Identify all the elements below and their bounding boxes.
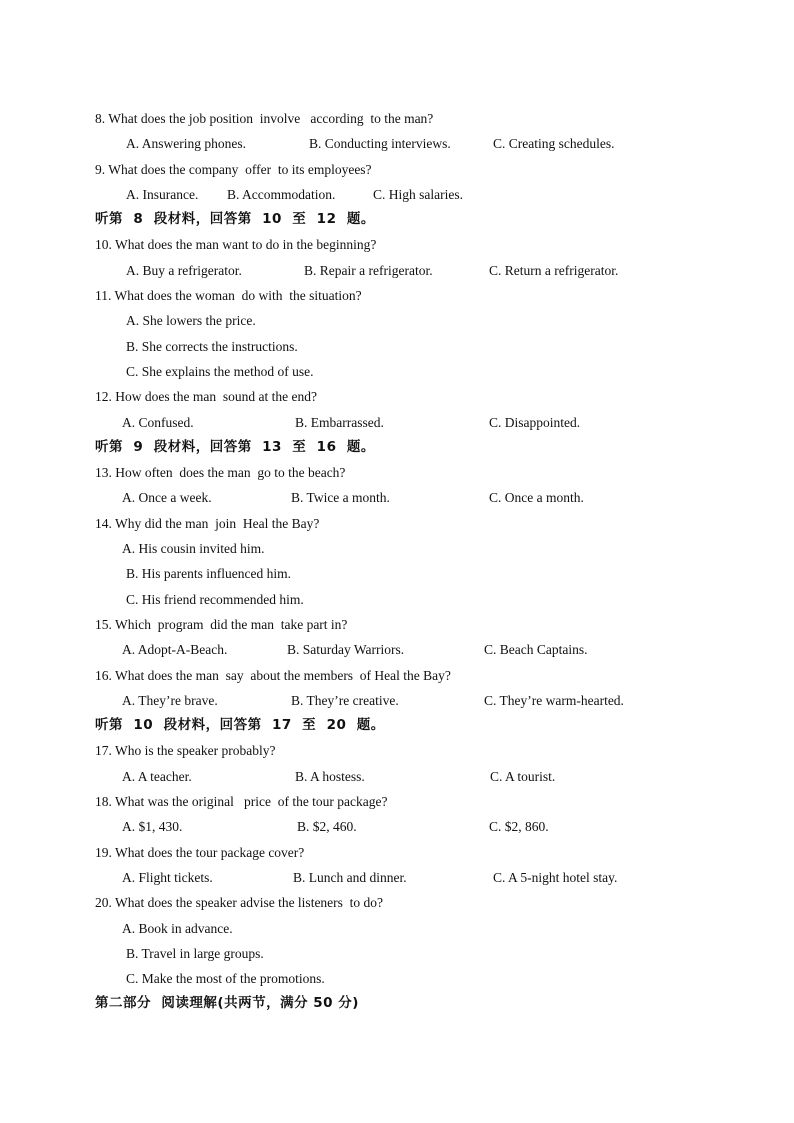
section-heading: 听第 10 段材料，回答第 17 至 20 题。	[95, 717, 385, 734]
answer-option: A. She lowers the price.	[126, 313, 256, 329]
answer-option: C. They’re warm-hearted.	[484, 692, 624, 708]
options-row	[95, 916, 735, 941]
question-text: 13. How often does the man go to the beach?	[95, 465, 346, 481]
question-text: 15. Which program did the man take part in?	[95, 616, 348, 632]
options-row	[95, 182, 735, 207]
answer-option: C. $2, 860.	[489, 819, 549, 835]
answer-option: B. Accommodation.	[227, 186, 336, 202]
answer-option: A. $1, 430.	[122, 819, 183, 835]
answer-option: C. Once a month.	[489, 490, 584, 506]
answer-option: A. Answering phones.	[126, 136, 246, 152]
answer-option: B. Lunch and dinner.	[293, 869, 407, 885]
answer-option: B. $2, 460.	[297, 819, 357, 835]
question-text: 11. What does the woman do with the situation?	[95, 288, 362, 304]
options-row	[95, 941, 735, 966]
answer-option: C. A 5-night hotel stay.	[493, 869, 618, 885]
options-row	[95, 865, 735, 890]
answer-option: A. Book in advance.	[122, 920, 233, 936]
answer-option: C. A tourist.	[490, 768, 556, 784]
answer-option: B. His parents influenced him.	[126, 566, 291, 582]
options-row	[95, 258, 735, 283]
options-row	[95, 966, 735, 991]
options-row	[95, 764, 735, 789]
options-row	[95, 359, 735, 384]
section-heading: 第二部分 阅读理解(共两节，满分 50 分)	[95, 995, 359, 1012]
answer-option: A. Buy a refrigerator.	[126, 262, 242, 278]
answer-option: A. Insurance.	[126, 186, 199, 202]
answer-option: C. Creating schedules.	[493, 136, 615, 152]
options-row	[95, 334, 735, 359]
question-text: 8. What does the job position involve according to the man?	[95, 111, 434, 126]
options-row	[95, 637, 735, 662]
options-row	[95, 308, 735, 333]
question-text: 14. Why did the man join Heal the Bay?	[95, 515, 320, 531]
answer-option: B. Twice a month.	[291, 490, 390, 506]
question-text: 9. What does the company offer to its employees?	[95, 161, 372, 177]
answer-option: A. Once a week.	[122, 490, 212, 506]
answer-option: A. Adopt-A-Beach.	[122, 642, 228, 658]
options-row	[95, 814, 735, 839]
answer-option: B. Conducting interviews.	[309, 136, 451, 152]
options-row	[95, 587, 735, 612]
options-row	[95, 688, 735, 713]
answer-option: B. They’re creative.	[291, 692, 399, 708]
question-text: 10. What does the man want to do in the beginning?	[95, 237, 377, 253]
answer-option: B. She corrects the instructions.	[126, 338, 298, 354]
section-heading: 听第 8 段材料，回答第 10 至 12 题。	[95, 211, 375, 228]
answer-option: C. Disappointed.	[489, 414, 581, 430]
options-row	[95, 410, 735, 435]
options-row	[95, 561, 735, 586]
answer-option: A. They’re brave.	[122, 692, 218, 708]
answer-option: B. A hostess.	[295, 768, 365, 784]
question-text: 20. What does the speaker advise the listeners to do?	[95, 895, 384, 911]
question-text: 12. How does the man sound at the end?	[95, 389, 317, 405]
answer-option: A. His cousin invited him.	[122, 541, 265, 557]
section-heading: 听第 9 段材料，回答第 13 至 16 题。	[95, 438, 375, 455]
answer-option: C. Return a refrigerator.	[489, 262, 619, 278]
question-text: 16. What does the man say about the members of Heal the Bay?	[95, 667, 451, 683]
question-text: 18. What was the original price of the tour package?	[95, 794, 388, 810]
answer-option: C. Beach Captains.	[484, 642, 588, 658]
answer-option: B. Repair a refrigerator.	[304, 262, 433, 278]
options-row	[95, 536, 735, 561]
answer-option: A. Confused.	[122, 414, 194, 430]
options-row	[95, 485, 735, 510]
question-text: 19. What does the tour package cover?	[95, 844, 305, 860]
answer-option: B. Saturday Warriors.	[287, 642, 405, 658]
answer-option: C. She explains the method of use.	[126, 363, 314, 379]
answer-option: C. High salaries.	[373, 186, 463, 202]
answer-option: A. A teacher.	[122, 768, 192, 784]
answer-option: A. Flight tickets.	[122, 869, 213, 885]
options-row	[95, 131, 735, 156]
question-text: 17. Who is the speaker probably?	[95, 743, 276, 759]
answer-option: C. Make the most of the promotions.	[126, 971, 325, 987]
exam-content	[95, 106, 735, 1017]
answer-option: B. Travel in large groups.	[126, 945, 264, 961]
answer-option: B. Embarrassed.	[295, 414, 384, 430]
answer-option: C. His friend recommended him.	[126, 591, 304, 607]
